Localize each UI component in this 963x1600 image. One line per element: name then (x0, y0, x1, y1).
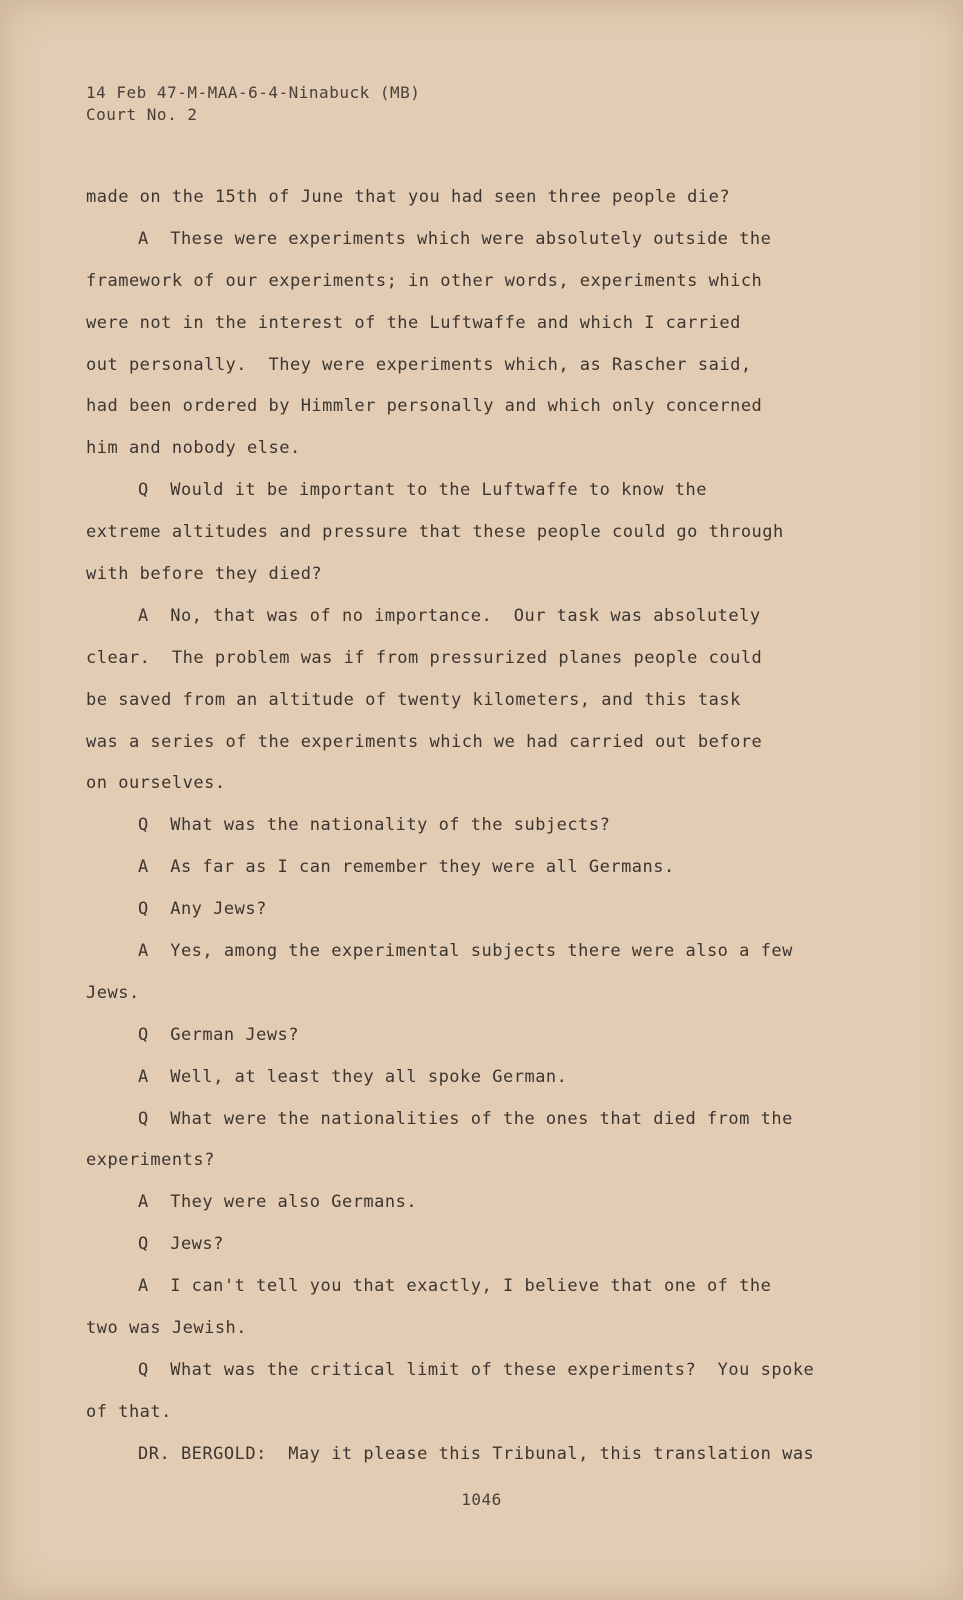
header-case-reference: 14 Feb 47-M-MAA-6-4-Ninabuck (MB) (86, 83, 421, 102)
transcript-line: A They were also Germans. (138, 1192, 418, 1213)
transcript-line: two was Jewish. (86, 1318, 248, 1339)
transcript-line: framework of our experiments; in other words, experiments which (86, 270, 763, 291)
transcript-line: A No, that was of no importance. Our task was absolutely (138, 605, 761, 626)
transcript-line: on ourselves. (86, 773, 226, 794)
transcript-line: of that. (86, 1401, 172, 1422)
transcript-line: was a series of the experiments which we had carried out before (86, 731, 763, 752)
transcript-line: Jews. (86, 982, 140, 1003)
transcript-line: made on the 15th of June that you had seen three people die? (86, 187, 731, 207)
transcript-line: were not in the interest of the Luftwaffe and which I carried (86, 312, 741, 333)
transcript-line: DR. BERGOLD: May it please this Tribunal, this translation was (138, 1443, 815, 1464)
transcript-line: A I can't tell you that exactly, I believe that one of the (138, 1276, 772, 1297)
transcript-line: Q German Jews? (138, 1024, 300, 1045)
header-court-number: Court No. 2 (86, 105, 198, 124)
transcript-line: A These were experiments which were absolutely outside the (138, 228, 772, 249)
transcript-line: out personally. They were experiments which, as Rascher said, (86, 354, 752, 375)
page-number: 1046 (461, 1490, 502, 1509)
transcript-line: had been ordered by Himmler personally and which only concerned (86, 396, 763, 417)
transcript-line: Q Would it be important to the Luftwaffe to know the (138, 480, 707, 501)
transcript-line: A As far as I can remember they were all Germans. (138, 857, 675, 878)
document-header (86, 82, 420, 126)
transcript-line: Q What was the critical limit of these experiments? You spoke (138, 1359, 815, 1380)
transcript-line: Q What was the nationality of the subjects? (138, 815, 611, 836)
transcript-line: Q Jews? (138, 1234, 224, 1255)
transcript-line: clear. The problem was if from pressurized planes people could (86, 647, 763, 668)
transcript-body (86, 185, 896, 1484)
transcript-line: experiments? (86, 1150, 215, 1171)
transcript-line: him and nobody else. (86, 438, 301, 459)
transcript-line: Q What were the nationalities of the ones that died from the (138, 1108, 793, 1129)
transcript-line: A Yes, among the experimental subjects there were also a few (138, 941, 793, 962)
transcript-line: extreme altitudes and pressure that these people could go through (86, 522, 784, 543)
transcript-line: be saved from an altitude of twenty kilometers, and this task (86, 689, 741, 710)
transcript-line: Q Any Jews? (138, 899, 267, 920)
transcript-line: with before they died? (86, 564, 323, 585)
transcript-line: A Well, at least they all spoke German. (138, 1066, 568, 1087)
